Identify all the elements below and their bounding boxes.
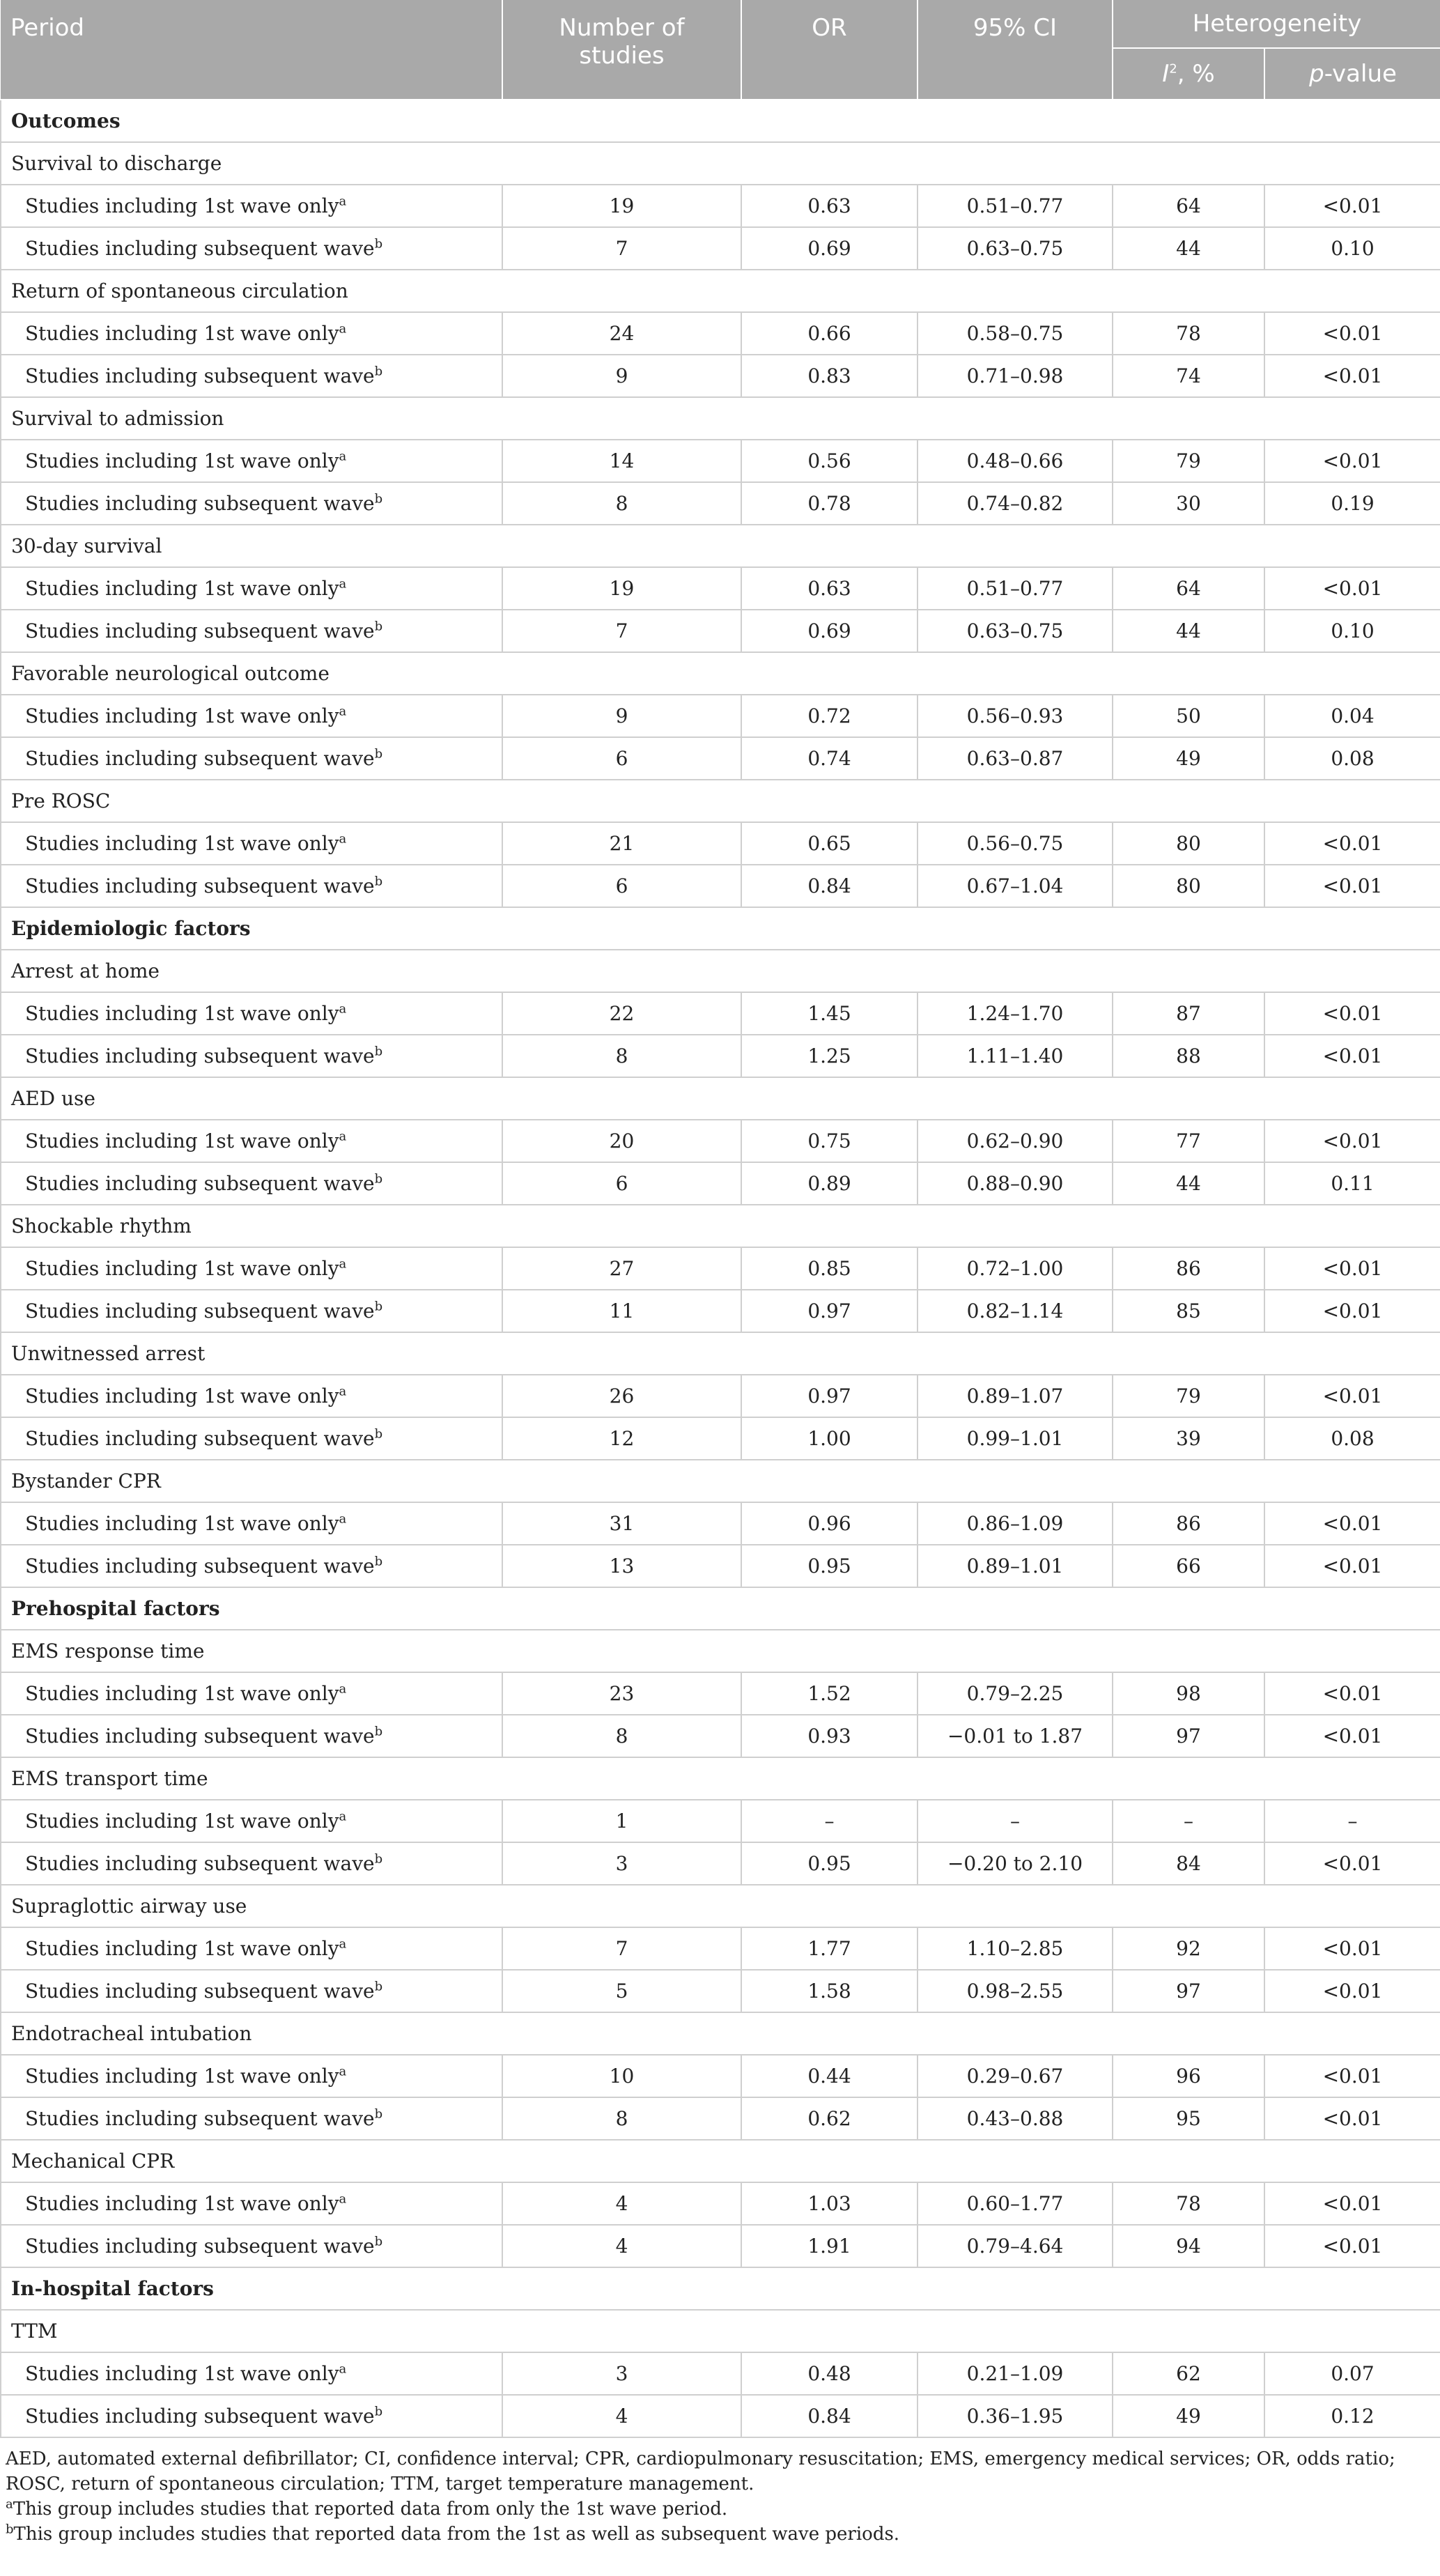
row-label-first-wave: Studies including 1st wave only$^a$ [1,312,502,355]
cell-or: 1.00 [741,1417,918,1460]
cell-number-of-studies: 20 [502,1120,741,1162]
section-row [1,1587,1440,1630]
cell-number-of-studies: 8 [502,1715,741,1757]
row-label-first-wave: Studies including 1st wave only$^a$ [1,1375,502,1417]
cell-p-value: <0.01 [1264,2055,1440,2097]
cell-number-of-studies: 7 [502,227,741,270]
cell-or: 0.84 [741,865,918,907]
cell-i2: 44 [1113,610,1264,652]
cell-i2: 92 [1113,1927,1264,1970]
cell-or: 0.95 [741,1842,918,1885]
cell-ci: 0.36–1.95 [918,2395,1113,2437]
cell-p-value: <0.01 [1264,355,1440,397]
group-title: Return of spontaneous circulation [1,270,1440,312]
cell-p-value: <0.01 [1264,1715,1440,1757]
cell-or: 0.48 [741,2352,918,2395]
table-row [1,2182,1440,2225]
row-label-subsequent-wave: Studies including subsequent wave$^b$ [1,1970,502,2012]
row-label-subsequent-wave: Studies including subsequent wave$^b$ [1,2097,502,2140]
group-row [1,1630,1440,1672]
group-row [1,397,1440,440]
cell-number-of-studies: 8 [502,2097,741,2140]
cell-number-of-studies: 12 [502,1417,741,1460]
table-row [1,185,1440,227]
cell-ci: 0.48–0.66 [918,440,1113,482]
cell-p-value: 0.08 [1264,1417,1440,1460]
cell-number-of-studies: 31 [502,1502,741,1545]
row-label-subsequent-wave: Studies including subsequent wave$^b$ [1,1290,502,1332]
table-row [1,2395,1440,2437]
cell-ci: 0.89–1.01 [918,1545,1113,1587]
cell-p-value: <0.01 [1264,822,1440,865]
cell-or: 0.97 [741,1375,918,1417]
cell-or: 0.95 [741,1545,918,1587]
cell-or: 0.69 [741,610,918,652]
table-body [1,100,1440,2437]
cell-p-value: <0.01 [1264,1375,1440,1417]
cell-i2: 96 [1113,2055,1264,2097]
cell-number-of-studies: 19 [502,567,741,610]
cell-ci: 0.98–2.55 [918,1970,1113,2012]
table-row [1,1417,1440,1460]
cell-ci: 1.24–1.70 [918,992,1113,1035]
row-label-subsequent-wave: Studies including subsequent wave$^b$ [1,1842,502,1885]
group-row [1,142,1440,185]
table-row [1,1800,1440,1842]
header-number-of-studies: Number of studies [502,0,741,100]
cell-or: 0.75 [741,1120,918,1162]
group-title: Mechanical CPR [1,2140,1440,2182]
cell-i2: 64 [1113,185,1264,227]
cell-ci: 0.79–4.64 [918,2225,1113,2267]
cell-p-value: <0.01 [1264,1842,1440,1885]
row-label-subsequent-wave: Studies including subsequent wave$^b$ [1,865,502,907]
cell-i2: 78 [1113,312,1264,355]
group-title: Pre ROSC [1,780,1440,822]
row-label-subsequent-wave: Studies including subsequent wave$^b$ [1,482,502,525]
cell-i2: 86 [1113,1247,1264,1290]
cell-ci: 0.60–1.77 [918,2182,1113,2225]
table-row [1,822,1440,865]
table-row [1,440,1440,482]
cell-p-value: <0.01 [1264,185,1440,227]
row-label-first-wave: Studies including 1st wave only$^a$ [1,2182,502,2225]
row-label-subsequent-wave: Studies including subsequent wave$^b$ [1,737,502,780]
cell-p-value: <0.01 [1264,1672,1440,1715]
row-label-first-wave: Studies including 1st wave only$^a$ [1,1120,502,1162]
cell-or: 0.78 [741,482,918,525]
cell-i2: 85 [1113,1290,1264,1332]
cell-ci: 1.10–2.85 [918,1927,1113,1970]
row-label-first-wave: Studies including 1st wave only$^a$ [1,1502,502,1545]
cell-i2: 98 [1113,1672,1264,1715]
section-title: In-hospital factors [1,2267,1440,2310]
table-row [1,610,1440,652]
cell-i2: 49 [1113,2395,1264,2437]
cell-number-of-studies: 7 [502,610,741,652]
row-label-subsequent-wave: Studies including subsequent wave$^b$ [1,610,502,652]
cell-ci: – [918,1800,1113,1842]
row-label-subsequent-wave: Studies including subsequent wave$^b$ [1,227,502,270]
row-label-subsequent-wave: Studies including subsequent wave$^b$ [1,1035,502,1077]
group-title: TTM [1,2310,1440,2352]
header-period: Period [1,0,502,100]
cell-i2: – [1113,1800,1264,1842]
cell-ci: 0.86–1.09 [918,1502,1113,1545]
group-title: 30-day survival [1,525,1440,567]
table-row [1,1927,1440,1970]
cell-number-of-studies: 8 [502,482,741,525]
cell-or: 0.44 [741,2055,918,2097]
cell-i2: 66 [1113,1545,1264,1587]
cell-p-value: – [1264,1800,1440,1842]
cell-or: 1.03 [741,2182,918,2225]
cell-or: 0.56 [741,440,918,482]
cell-ci: 0.89–1.07 [918,1375,1113,1417]
group-row [1,1077,1440,1120]
row-label-first-wave: Studies including 1st wave only$^a$ [1,1672,502,1715]
group-row [1,1460,1440,1502]
cell-i2: 30 [1113,482,1264,525]
group-row [1,2310,1440,2352]
group-row [1,2140,1440,2182]
cell-or: 0.69 [741,227,918,270]
cell-i2: 97 [1113,1715,1264,1757]
row-label-first-wave: Studies including 1st wave only$^a$ [1,1927,502,1970]
table-row [1,1672,1440,1715]
cell-or: 1.52 [741,1672,918,1715]
header-ci: 95% CI [918,0,1113,100]
group-title: Supraglottic airway use [1,1885,1440,1927]
cell-or: 0.63 [741,567,918,610]
cell-or: 1.45 [741,992,918,1035]
cell-number-of-studies: 6 [502,737,741,780]
cell-p-value: <0.01 [1264,1970,1440,2012]
row-label-subsequent-wave: Studies including subsequent wave$^b$ [1,1715,502,1757]
group-title: Shockable rhythm [1,1205,1440,1247]
cell-i2: 64 [1113,567,1264,610]
cell-or: 0.74 [741,737,918,780]
cell-p-value: <0.01 [1264,1545,1440,1587]
cell-or: 1.25 [741,1035,918,1077]
cell-p-value: <0.01 [1264,440,1440,482]
cell-number-of-studies: 3 [502,1842,741,1885]
footnote-abbreviations: AED, automated external defibrillator; CI, confidence interval; CPR, cardiopulmonary resuscitation; EMS, emergency medical services; OR, odds ratio; ROSC, return of spontaneous circulation; TTM, target temperature management. [6,2448,1395,2494]
cell-or: 1.91 [741,2225,918,2267]
group-title: EMS response time [1,1630,1440,1672]
cell-or: 0.72 [741,695,918,737]
cell-ci: 0.72–1.00 [918,1247,1113,1290]
cell-ci: 0.29–0.67 [918,2055,1113,2097]
cell-p-value: 0.04 [1264,695,1440,737]
cell-p-value: <0.01 [1264,1120,1440,1162]
table-row [1,1375,1440,1417]
cell-ci: 0.58–0.75 [918,312,1113,355]
cell-number-of-studies: 4 [502,2395,741,2437]
cell-p-value: <0.01 [1264,992,1440,1035]
group-title: Bystander CPR [1,1460,1440,1502]
cell-number-of-studies: 6 [502,865,741,907]
cell-number-of-studies: 6 [502,1162,741,1205]
table-row [1,1502,1440,1545]
cell-number-of-studies: 11 [502,1290,741,1332]
cell-i2: 44 [1113,1162,1264,1205]
cell-or: 0.65 [741,822,918,865]
cell-p-value: <0.01 [1264,1247,1440,1290]
cell-i2: 77 [1113,1120,1264,1162]
cell-p-value: <0.01 [1264,1927,1440,1970]
cell-number-of-studies: 14 [502,440,741,482]
section-row [1,2267,1440,2310]
cell-number-of-studies: 4 [502,2182,741,2225]
table-row [1,1247,1440,1290]
cell-or: 0.62 [741,2097,918,2140]
table-row [1,1120,1440,1162]
header-p-value: p-value [1264,48,1440,100]
cell-i2: 79 [1113,440,1264,482]
cell-ci: 0.79–2.25 [918,1672,1113,1715]
cell-number-of-studies: 3 [502,2352,741,2395]
table-row [1,2352,1440,2395]
cell-p-value: <0.01 [1264,312,1440,355]
table-row [1,2097,1440,2140]
cell-ci: 0.63–0.87 [918,737,1113,780]
cell-or: 0.66 [741,312,918,355]
cell-ci: 0.74–0.82 [918,482,1113,525]
cell-p-value: <0.01 [1264,1290,1440,1332]
cell-or: 0.85 [741,1247,918,1290]
footnote-b: $^b$This group includes studies that reported data from the 1st as well as subsequent wave periods. [6,2522,900,2545]
cell-i2: 80 [1113,865,1264,907]
cell-number-of-studies: 23 [502,1672,741,1715]
header-heterogeneity: Heterogeneity [1113,0,1440,48]
cell-number-of-studies: 21 [502,822,741,865]
section-title: Prehospital factors [1,1587,1440,1630]
table-row [1,1290,1440,1332]
footnote-a: $^a$This group includes studies that reported data from only the 1st wave period. [6,2497,728,2520]
row-label-first-wave: Studies including 1st wave only$^a$ [1,822,502,865]
group-title: AED use [1,1077,1440,1120]
cell-ci: 0.56–0.75 [918,822,1113,865]
table-row [1,992,1440,1035]
row-label-subsequent-wave: Studies including subsequent wave$^b$ [1,355,502,397]
group-row [1,270,1440,312]
cell-number-of-studies: 9 [502,695,741,737]
table-row [1,1970,1440,2012]
table-row [1,482,1440,525]
cell-i2: 86 [1113,1502,1264,1545]
cell-p-value: <0.01 [1264,1502,1440,1545]
group-row [1,1205,1440,1247]
cell-i2: 84 [1113,1842,1264,1885]
group-title: Arrest at home [1,950,1440,992]
cell-ci: 0.71–0.98 [918,355,1113,397]
group-row [1,780,1440,822]
cell-number-of-studies: 13 [502,1545,741,1587]
row-label-first-wave: Studies including 1st wave only$^a$ [1,1247,502,1290]
table-row [1,865,1440,907]
cell-ci: 0.63–0.75 [918,227,1113,270]
group-row [1,652,1440,695]
cell-i2: 87 [1113,992,1264,1035]
cell-number-of-studies: 10 [502,2055,741,2097]
cell-i2: 78 [1113,2182,1264,2225]
cell-ci: −0.01 to 1.87 [918,1715,1113,1757]
cell-number-of-studies: 7 [502,1927,741,1970]
cell-i2: 44 [1113,227,1264,270]
row-label-first-wave: Studies including 1st wave only$^a$ [1,440,502,482]
cell-or: 0.96 [741,1502,918,1545]
group-title: EMS transport time [1,1757,1440,1800]
cell-p-value: <0.01 [1264,2182,1440,2225]
cell-ci: 0.51–0.77 [918,567,1113,610]
row-label-subsequent-wave: Studies including subsequent wave$^b$ [1,1545,502,1587]
cell-i2: 74 [1113,355,1264,397]
group-row [1,2012,1440,2055]
row-label-first-wave: Studies including 1st wave only$^a$ [1,2055,502,2097]
cell-ci: −0.20 to 2.10 [918,1842,1113,1885]
cell-i2: 80 [1113,822,1264,865]
cell-p-value: <0.01 [1264,865,1440,907]
table-row [1,1035,1440,1077]
group-row [1,525,1440,567]
cell-number-of-studies: 27 [502,1247,741,1290]
cell-i2: 97 [1113,1970,1264,2012]
table-row [1,227,1440,270]
cell-ci: 0.62–0.90 [918,1120,1113,1162]
section-row [1,907,1440,950]
cell-or: 0.89 [741,1162,918,1205]
cell-p-value: <0.01 [1264,2097,1440,2140]
cell-ci: 0.56–0.93 [918,695,1113,737]
table-row [1,2055,1440,2097]
table-row [1,1842,1440,1885]
header-or: OR [741,0,918,100]
cell-p-value: 0.10 [1264,610,1440,652]
cell-i2: 49 [1113,737,1264,780]
row-label-subsequent-wave: Studies including subsequent wave$^b$ [1,2225,502,2267]
cell-p-value: 0.07 [1264,2352,1440,2395]
table-row [1,312,1440,355]
cell-p-value: <0.01 [1264,567,1440,610]
cell-number-of-studies: 1 [502,1800,741,1842]
cell-p-value: 0.11 [1264,1162,1440,1205]
table-row [1,1715,1440,1757]
header-i2: $I^2$, % [1113,48,1264,100]
cell-number-of-studies: 24 [502,312,741,355]
row-label-first-wave: Studies including 1st wave only$^a$ [1,567,502,610]
row-label-subsequent-wave: Studies including subsequent wave$^b$ [1,1417,502,1460]
cell-or: 0.97 [741,1290,918,1332]
row-label-subsequent-wave: Studies including subsequent wave$^b$ [1,2395,502,2437]
cell-or: 1.58 [741,1970,918,2012]
cell-number-of-studies: 9 [502,355,741,397]
cell-or: 0.93 [741,1715,918,1757]
group-row [1,1332,1440,1375]
cell-p-value: <0.01 [1264,2225,1440,2267]
cell-p-value: <0.01 [1264,1035,1440,1077]
cell-p-value: 0.08 [1264,737,1440,780]
cell-p-value: 0.10 [1264,227,1440,270]
cell-i2: 39 [1113,1417,1264,1460]
cell-ci: 0.88–0.90 [918,1162,1113,1205]
cell-i2: 79 [1113,1375,1264,1417]
cell-number-of-studies: 26 [502,1375,741,1417]
cell-ci: 0.63–0.75 [918,610,1113,652]
row-label-subsequent-wave: Studies including subsequent wave$^b$ [1,1162,502,1205]
cell-ci: 0.99–1.01 [918,1417,1113,1460]
cell-ci: 0.43–0.88 [918,2097,1113,2140]
cell-ci: 0.21–1.09 [918,2352,1113,2395]
table-row [1,1162,1440,1205]
table-header [1,0,1440,100]
cell-number-of-studies: 22 [502,992,741,1035]
group-row [1,1885,1440,1927]
table-footnotes [0,2438,1440,2547]
cell-i2: 88 [1113,1035,1264,1077]
cell-or: 0.83 [741,355,918,397]
cell-i2: 95 [1113,2097,1264,2140]
cell-number-of-studies: 19 [502,185,741,227]
table-row [1,567,1440,610]
section-title: Epidemiologic factors [1,907,1440,950]
cell-or: – [741,1800,918,1842]
row-label-first-wave: Studies including 1st wave only$^a$ [1,2352,502,2395]
group-title: Survival to admission [1,397,1440,440]
table-row [1,737,1440,780]
row-label-first-wave: Studies including 1st wave only$^a$ [1,1800,502,1842]
cell-number-of-studies: 8 [502,1035,741,1077]
cell-ci: 0.51–0.77 [918,185,1113,227]
cell-p-value: 0.12 [1264,2395,1440,2437]
section-row [1,100,1440,142]
row-label-first-wave: Studies including 1st wave only$^a$ [1,695,502,737]
cell-ci: 1.11–1.40 [918,1035,1113,1077]
cell-number-of-studies: 4 [502,2225,741,2267]
row-label-first-wave: Studies including 1st wave only$^a$ [1,992,502,1035]
cell-ci: 0.67–1.04 [918,865,1113,907]
group-title: Unwitnessed arrest [1,1332,1440,1375]
cell-i2: 94 [1113,2225,1264,2267]
group-title: Favorable neurological outcome [1,652,1440,695]
cell-i2: 50 [1113,695,1264,737]
row-label-first-wave: Studies including 1st wave only$^a$ [1,185,502,227]
section-title: Outcomes [1,100,1440,142]
table-row [1,695,1440,737]
cell-or: 1.77 [741,1927,918,1970]
cell-ci: 0.82–1.14 [918,1290,1113,1332]
group-row [1,1757,1440,1800]
table-row [1,2225,1440,2267]
group-row [1,950,1440,992]
cell-or: 0.63 [741,185,918,227]
table-row [1,1545,1440,1587]
cell-or: 0.84 [741,2395,918,2437]
group-title: Survival to discharge [1,142,1440,185]
cell-p-value: 0.19 [1264,482,1440,525]
group-title: Endotracheal intubation [1,2012,1440,2055]
cell-i2: 62 [1113,2352,1264,2395]
table-row [1,355,1440,397]
cell-number-of-studies: 5 [502,1970,741,2012]
